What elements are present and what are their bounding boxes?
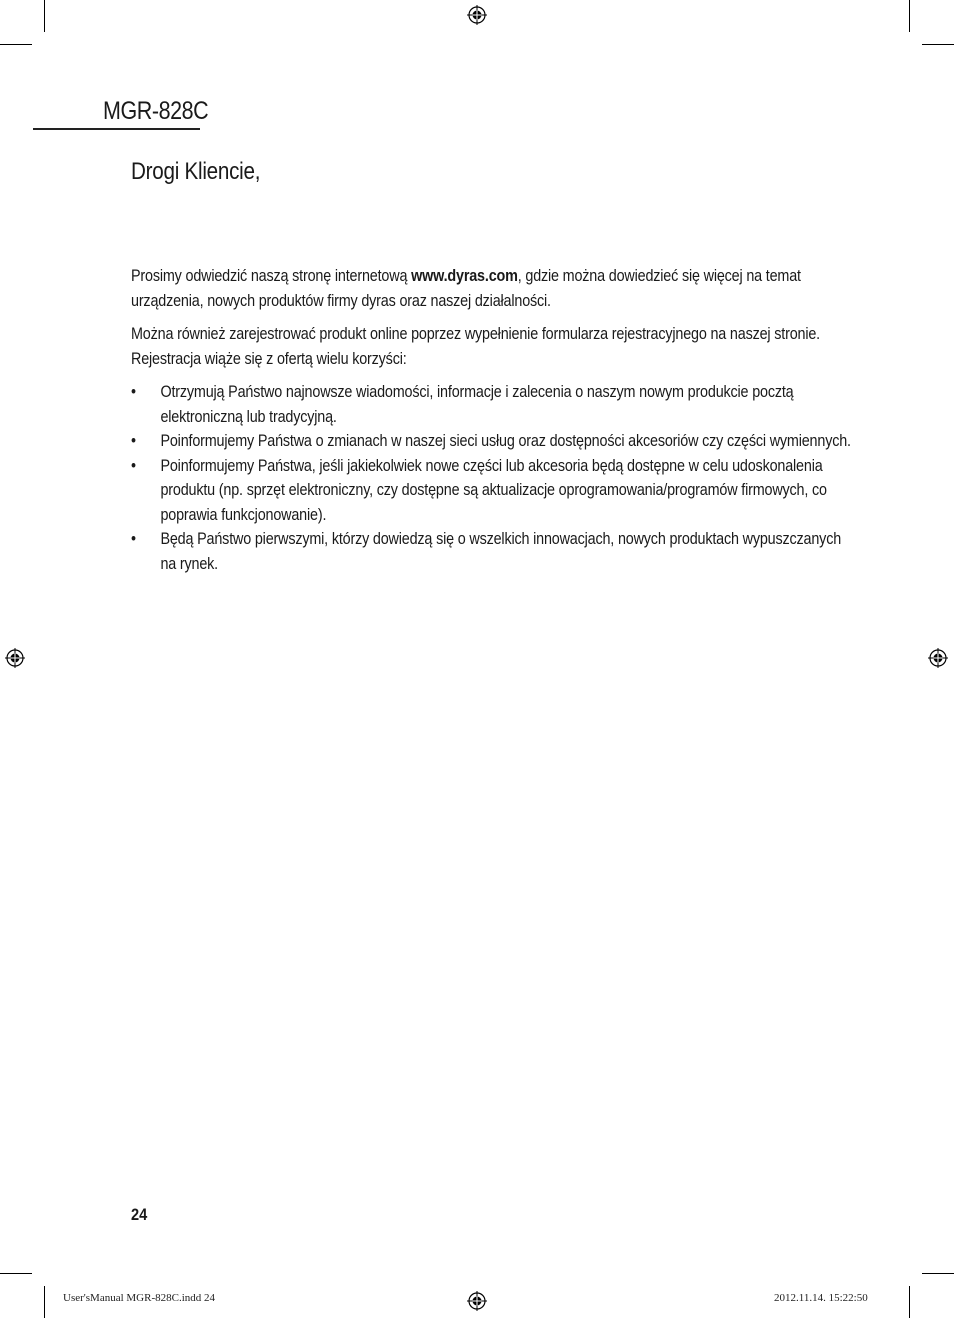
benefits-list [131,380,854,576]
list-item [131,380,854,429]
greeting-heading: Drogi Kliencie, [131,158,261,185]
intro-text-start: Prosimy odwiedzić naszą stronę internetową [131,266,412,285]
model-title: MGR-828C [103,97,209,125]
bullet: • [131,382,136,401]
crop-mark [0,44,32,45]
list-item [131,429,854,454]
website-link[interactable]: www.dyras.com [411,266,518,285]
body-text [131,264,854,576]
page-number: 24 [131,1205,148,1224]
slug-timestamp: 2012.11.14. 15:22:50 [774,1292,868,1304]
list-item-text: Poinformujemy Państwa o zmianach w naszej sieci usług oraz dostępności akcesoriów czy części wymiennych. [160,431,851,450]
bullet: • [131,455,136,475]
crop-mark [922,1273,954,1274]
bullet: • [131,529,136,548]
registration-mark-icon [467,5,487,25]
crop-mark [909,1286,910,1318]
registration-mark-icon [467,1291,487,1311]
list-item-text: Otrzymują Państwo najnowsze wiadomości, informacje i zalecenia o naszym nowym produkcie pocztą elektroniczną lub tradycyjną. [160,382,794,426]
crop-mark [44,1286,45,1318]
crop-mark [44,0,45,32]
list-item-text: Poinformujemy Państwa, jeśli jakiekolwiek nowe części lub akcesoria będą dostępne w celu udoskonalenia produktu (np. sprzęt elektroniczny, czy dostępne są aktualizacje oprogramowania/programów firmowych, co poprawia funkcjonowanie). [160,455,827,524]
registration-mark-icon [5,648,25,668]
list-item-text: Będą Państwo pierwszymi, którzy dowiedzą się o wszelkich innowacjach, nowych produktach wypuszczanych na rynek. [160,529,842,573]
registration-mark-icon [928,648,948,668]
intro-paragraph [131,264,854,313]
title-underline [33,128,200,130]
intro-text-end: , gdzie można dowiedzieć się więcej na temat urządzenia, nowych produktów firmy dyras oraz naszej działalności. [131,266,801,310]
slug-file-info: User'sManual MGR-828C.indd 24 [63,1292,216,1304]
list-item [131,527,854,576]
crop-mark [0,1273,32,1274]
bullet: • [131,431,136,450]
list-item [131,454,854,528]
crop-mark [909,0,910,32]
registration-paragraph: Można również zarejestrować produkt online poprzez wypełnienie formularza rejestracyjnego na naszej stronie. Rejestracja wiąże się z ofertą wielu korzyści: [131,324,820,368]
crop-mark [922,44,954,45]
